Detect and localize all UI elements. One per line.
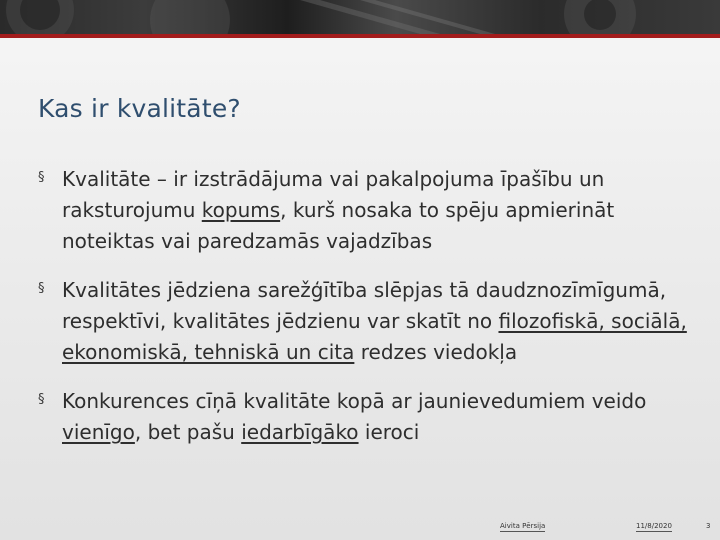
footer-page-number: 3 bbox=[706, 522, 711, 530]
bullet-text-segment: veido bbox=[591, 389, 647, 413]
bullet-text-segment: redzes viedokļa bbox=[354, 340, 518, 364]
bullet-text-underlined: kopums bbox=[201, 198, 281, 222]
banner-texture bbox=[0, 0, 720, 34]
bullet-text-underlined: iedarbīgāko bbox=[241, 420, 359, 444]
bullet-item bbox=[38, 164, 688, 257]
bullet-square-icon: § bbox=[38, 281, 45, 296]
footer-date: 11/8/2020 bbox=[636, 522, 672, 530]
header-accent-line bbox=[0, 34, 720, 38]
bullet-text-underlined: filozofiskā, sociālā, ekonomiskā, tehniskā un cita bbox=[62, 309, 687, 364]
bullet-text-segment: Kvalitātes jēdziena sarežģītība slēpjas tā daudznozīmīgumā, respektīvi, kvalitātes jēdzienu var skatīt no bbox=[62, 278, 667, 333]
bullet-square-icon: § bbox=[38, 170, 45, 185]
bullet-text-underlined: vienīgo bbox=[62, 420, 135, 444]
bullet-text-segment: , bet pašu bbox=[134, 420, 242, 444]
header-banner-image bbox=[0, 0, 720, 34]
bullet-text bbox=[62, 275, 688, 368]
bullet-item bbox=[38, 275, 688, 368]
slide-title: Kas ir kvalitāte? bbox=[38, 94, 241, 123]
bullet-square-icon: § bbox=[38, 392, 45, 407]
bullet-text-segment: Konkurences cīņā kvalitāte kopā ar jaunievedumiem bbox=[62, 389, 586, 413]
bullet-text-segment: Kvalitāte – ir izstrādājuma vai pakalpojuma īpašību un raksturojumu bbox=[62, 167, 605, 222]
bullet-text bbox=[62, 164, 688, 257]
footer-author: Aivita Pērsija bbox=[500, 522, 546, 530]
bullet-text-segment: ieroci bbox=[358, 420, 420, 444]
bullet-list bbox=[38, 164, 688, 466]
bullet-item bbox=[38, 386, 688, 448]
bullet-text bbox=[62, 386, 688, 448]
bullet-text-segment: , kurš nosaka to spēju apmierināt noteiktas vai paredzamās vajadzības bbox=[62, 198, 615, 253]
